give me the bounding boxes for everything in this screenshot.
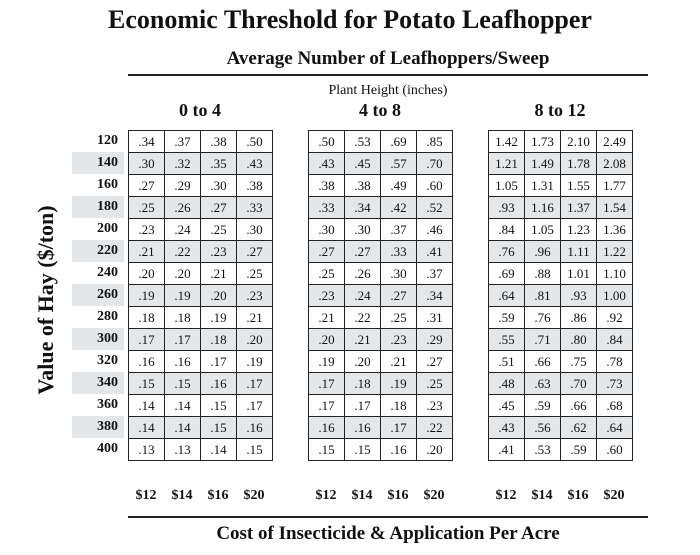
table-row (309, 131, 453, 153)
table-row (309, 263, 453, 285)
table-cell: .29 (165, 175, 201, 197)
table-cell: 1.77 (597, 175, 633, 197)
table-cell: 1.31 (525, 175, 561, 197)
table-cell: 1.78 (561, 153, 597, 175)
table-cell: .23 (201, 241, 237, 263)
y-axis-label: Value of Hay ($/ton) (33, 205, 58, 395)
table-cell: .23 (309, 285, 345, 307)
table-cell: .15 (129, 373, 165, 395)
plant-height-group-header: 4 to 8 (359, 100, 401, 120)
table-row (129, 241, 273, 263)
table-cell: .51 (489, 351, 525, 373)
table-cell: .76 (489, 241, 525, 263)
table-cell: .64 (489, 285, 525, 307)
table-cell: .41 (489, 439, 525, 461)
table-cell: .81 (525, 285, 561, 307)
threshold-table (488, 130, 633, 461)
table-cell: .57 (381, 153, 417, 175)
table-cell: .84 (489, 219, 525, 241)
table-cell: .25 (309, 263, 345, 285)
row-label: 280 (97, 309, 118, 324)
table-cell: .20 (309, 329, 345, 351)
table-cell: .64 (597, 417, 633, 439)
table-cell: 1.55 (561, 175, 597, 197)
table-cell: .17 (237, 395, 273, 417)
table-cell: .23 (381, 329, 417, 351)
row-label: 260 (72, 284, 124, 306)
table-cell: .16 (201, 373, 237, 395)
table-cell: .33 (381, 241, 417, 263)
table-cell: .13 (165, 439, 201, 461)
table-cell: .86 (561, 307, 597, 329)
table-cell: .19 (237, 351, 273, 373)
table-cell: 1.01 (561, 263, 597, 285)
table-cell: .56 (525, 417, 561, 439)
cost-label: $12 (495, 488, 517, 503)
table-cell: .22 (165, 241, 201, 263)
table-cell: .22 (345, 307, 381, 329)
table-cell: .34 (345, 197, 381, 219)
plant-height-label: Plant Height (inches) (328, 83, 448, 98)
table-row (129, 417, 273, 439)
table-row (489, 241, 633, 263)
table-row (489, 329, 633, 351)
table-cell: 1.05 (525, 219, 561, 241)
table-cell: .30 (381, 263, 417, 285)
table-cell: .17 (201, 351, 237, 373)
table-cell: .23 (237, 285, 273, 307)
table-cell: .92 (597, 307, 633, 329)
table-cell: .59 (561, 439, 597, 461)
table-cell: .14 (165, 417, 201, 439)
row-label: 180 (72, 196, 124, 218)
table-cell: .32 (165, 153, 201, 175)
table-cell: .20 (237, 329, 273, 351)
table-cell: .23 (129, 219, 165, 241)
table-cell: .19 (381, 373, 417, 395)
cost-label: $20 (243, 488, 265, 503)
table-row (489, 439, 633, 461)
table-cell: .31 (417, 307, 453, 329)
table-cell: .15 (237, 439, 273, 461)
table-row (309, 329, 453, 351)
row-label: 140 (72, 152, 124, 174)
chart-title: Economic Threshold for Potato Leafhopper (108, 5, 592, 34)
table-cell: .45 (489, 395, 525, 417)
table-cell: .17 (237, 373, 273, 395)
table-row (309, 395, 453, 417)
table-cell: .27 (345, 241, 381, 263)
table-row (129, 263, 273, 285)
table-cell: .63 (525, 373, 561, 395)
table-row (129, 439, 273, 461)
table-cell: .14 (129, 395, 165, 417)
table-cell: .35 (201, 153, 237, 175)
table-cell: .27 (129, 175, 165, 197)
table-cell: 2.49 (597, 131, 633, 153)
table-row (309, 175, 453, 197)
table-cell: .34 (129, 131, 165, 153)
table-cell: .80 (561, 329, 597, 351)
table-cell: .37 (417, 263, 453, 285)
table-cell: .20 (417, 439, 453, 461)
table-cell: .69 (489, 263, 525, 285)
table-row (489, 219, 633, 241)
table-cell: .50 (309, 131, 345, 153)
table-row (129, 131, 273, 153)
table-cell: .85 (417, 131, 453, 153)
table-row (309, 417, 453, 439)
table-cell: .88 (525, 263, 561, 285)
table-cell: .37 (381, 219, 417, 241)
cost-label: $16 (567, 488, 589, 503)
row-label: 200 (97, 221, 118, 236)
cost-label: $14 (351, 488, 373, 503)
table-cell: .84 (597, 329, 633, 351)
table-cell: 1.49 (525, 153, 561, 175)
table-cell: .26 (165, 197, 201, 219)
table-row (309, 219, 453, 241)
table-cell: .20 (165, 263, 201, 285)
table-cell: .38 (201, 131, 237, 153)
table-cell: .19 (165, 285, 201, 307)
top-divider (128, 74, 648, 76)
table-row (489, 373, 633, 395)
table-cell: .30 (129, 153, 165, 175)
table-cell: 2.10 (561, 131, 597, 153)
table-cell: .30 (345, 219, 381, 241)
table-cell: .25 (201, 219, 237, 241)
table-cell: .21 (381, 351, 417, 373)
table-cell: .20 (345, 351, 381, 373)
table-row (309, 241, 453, 263)
table-cell: .46 (417, 219, 453, 241)
table-cell: .48 (489, 373, 525, 395)
row-label: 340 (72, 372, 124, 394)
table-cell: .66 (525, 351, 561, 373)
table-cell: .53 (345, 131, 381, 153)
table-cell: .16 (345, 417, 381, 439)
cost-label: $20 (423, 488, 445, 503)
plant-height-group-header: 8 to 12 (534, 100, 586, 120)
table-cell: 1.42 (489, 131, 525, 153)
table-cell: .70 (417, 153, 453, 175)
chart-subtitle: Average Number of Leafhoppers/Sweep (226, 48, 550, 69)
table-cell: .24 (165, 219, 201, 241)
table-cell: 1.16 (525, 197, 561, 219)
table-cell: .20 (129, 263, 165, 285)
table-row (309, 307, 453, 329)
table-cell: .66 (561, 395, 597, 417)
table-cell: .59 (489, 307, 525, 329)
table-cell: .38 (237, 175, 273, 197)
table-cell: .43 (489, 417, 525, 439)
table-cell: .43 (309, 153, 345, 175)
table-cell: .55 (489, 329, 525, 351)
row-label: 240 (97, 265, 118, 280)
table-row (309, 153, 453, 175)
table-cell: .25 (129, 197, 165, 219)
table-cell: .24 (345, 285, 381, 307)
table-cell: .17 (309, 395, 345, 417)
table-cell: .19 (201, 307, 237, 329)
table-cell: .30 (237, 219, 273, 241)
table-row (309, 285, 453, 307)
table-cell: .60 (417, 175, 453, 197)
table-row (129, 285, 273, 307)
table-cell: 1.37 (561, 197, 597, 219)
table-cell: .15 (309, 439, 345, 461)
table-cell: .59 (525, 395, 561, 417)
table-cell: .34 (417, 285, 453, 307)
table-row (309, 439, 453, 461)
table-row (489, 285, 633, 307)
table-row (309, 373, 453, 395)
table-cell: .60 (597, 439, 633, 461)
table-row (129, 175, 273, 197)
table-row (129, 219, 273, 241)
table-cell: .33 (309, 197, 345, 219)
bottom-divider (128, 516, 648, 518)
table-cell: .42 (381, 197, 417, 219)
table-cell: .45 (345, 153, 381, 175)
table-cell: .19 (309, 351, 345, 373)
row-label: 320 (97, 353, 118, 368)
table-cell: 1.22 (597, 241, 633, 263)
table-cell: .18 (129, 307, 165, 329)
table-cell: .16 (129, 351, 165, 373)
table-cell: .25 (417, 373, 453, 395)
table-cell: .13 (129, 439, 165, 461)
table-cell: .21 (345, 329, 381, 351)
table-cell: .27 (417, 351, 453, 373)
table-cell: .27 (309, 241, 345, 263)
table-cell: .21 (201, 263, 237, 285)
table-cell: 1.73 (525, 131, 561, 153)
table-cell: .17 (129, 329, 165, 351)
table-row (489, 197, 633, 219)
table-cell: .96 (525, 241, 561, 263)
table-cell: .30 (309, 219, 345, 241)
table-cell: .14 (165, 395, 201, 417)
cost-label: $14 (531, 488, 553, 503)
table-cell: .21 (129, 241, 165, 263)
table-cell: .25 (237, 263, 273, 285)
x-axis-label: Cost of Insecticide & Application Per Acre (216, 523, 560, 544)
table-cell: .18 (345, 373, 381, 395)
table-cell: .70 (561, 373, 597, 395)
table-cell: .15 (201, 417, 237, 439)
table-cell: .71 (525, 329, 561, 351)
table-cell: .43 (237, 153, 273, 175)
table-cell: .53 (525, 439, 561, 461)
table-cell: 2.08 (597, 153, 633, 175)
table-cell: 1.11 (561, 241, 597, 263)
table-cell: .16 (309, 417, 345, 439)
table-cell: 1.05 (489, 175, 525, 197)
table-cell: .76 (525, 307, 561, 329)
row-label: 160 (97, 177, 118, 192)
table-cell: .25 (381, 307, 417, 329)
table-cell: .20 (201, 285, 237, 307)
table-cell: .50 (237, 131, 273, 153)
cost-label: $16 (207, 488, 229, 503)
table-row (489, 417, 633, 439)
cost-label: $12 (315, 488, 337, 503)
cost-label: $14 (171, 488, 193, 503)
table-cell: .16 (165, 351, 201, 373)
table-cell: 1.00 (597, 285, 633, 307)
table-cell: .27 (381, 285, 417, 307)
table-row (489, 307, 633, 329)
table-row (129, 373, 273, 395)
table-cell: 1.23 (561, 219, 597, 241)
table-cell: .93 (561, 285, 597, 307)
table-cell: 1.10 (597, 263, 633, 285)
table-cell: .15 (165, 373, 201, 395)
table-cell: .21 (237, 307, 273, 329)
table-cell: .27 (201, 197, 237, 219)
table-cell: .16 (237, 417, 273, 439)
table-cell: .30 (201, 175, 237, 197)
row-label: 400 (97, 441, 118, 456)
table-cell: .14 (201, 439, 237, 461)
table-cell: .38 (345, 175, 381, 197)
table-cell: .93 (489, 197, 525, 219)
row-label: 120 (97, 133, 118, 148)
table-row (129, 395, 273, 417)
table-cell: .22 (417, 417, 453, 439)
table-cell: .68 (597, 395, 633, 417)
table-cell: .18 (165, 307, 201, 329)
threshold-table (308, 130, 453, 461)
cost-label: $20 (603, 488, 625, 503)
table-cell: .49 (381, 175, 417, 197)
table-row (129, 197, 273, 219)
table-cell: .37 (165, 131, 201, 153)
table-cell: .17 (381, 417, 417, 439)
table-row (309, 197, 453, 219)
table-row (309, 351, 453, 373)
table-cell: .62 (561, 417, 597, 439)
table-cell: .18 (381, 395, 417, 417)
table-cell: .14 (129, 417, 165, 439)
table-row (489, 175, 633, 197)
table-row (129, 329, 273, 351)
table-row (489, 263, 633, 285)
plant-height-group-header: 0 to 4 (179, 100, 221, 120)
table-row (489, 351, 633, 373)
table-cell: .17 (345, 395, 381, 417)
table-cell: .78 (597, 351, 633, 373)
table-cell: 1.54 (597, 197, 633, 219)
threshold-table (128, 130, 273, 461)
table-cell: .17 (165, 329, 201, 351)
table-cell: .75 (561, 351, 597, 373)
table-cell: .29 (417, 329, 453, 351)
table-cell: .16 (381, 439, 417, 461)
row-label: 220 (72, 240, 124, 262)
table-cell: .26 (345, 263, 381, 285)
cost-label: $16 (387, 488, 409, 503)
table-row (129, 351, 273, 373)
table-cell: .73 (597, 373, 633, 395)
table-cell: .27 (237, 241, 273, 263)
table-cell: .41 (417, 241, 453, 263)
table-row (489, 153, 633, 175)
table-cell: .15 (201, 395, 237, 417)
row-label: 300 (72, 328, 124, 350)
table-cell: .17 (309, 373, 345, 395)
table-cell: 1.21 (489, 153, 525, 175)
table-cell: .23 (417, 395, 453, 417)
table-cell: .18 (201, 329, 237, 351)
table-cell: .69 (381, 131, 417, 153)
table-row (129, 307, 273, 329)
table-cell: .15 (345, 439, 381, 461)
table-cell: .52 (417, 197, 453, 219)
row-label: 360 (97, 397, 118, 412)
table-cell: .19 (129, 285, 165, 307)
table-row (489, 131, 633, 153)
row-label: 380 (72, 416, 124, 438)
table-cell: 1.36 (597, 219, 633, 241)
table-row (129, 153, 273, 175)
table-cell: .33 (237, 197, 273, 219)
cost-label: $12 (135, 488, 157, 503)
table-row (489, 395, 633, 417)
table-cell: .21 (309, 307, 345, 329)
table-cell: .38 (309, 175, 345, 197)
